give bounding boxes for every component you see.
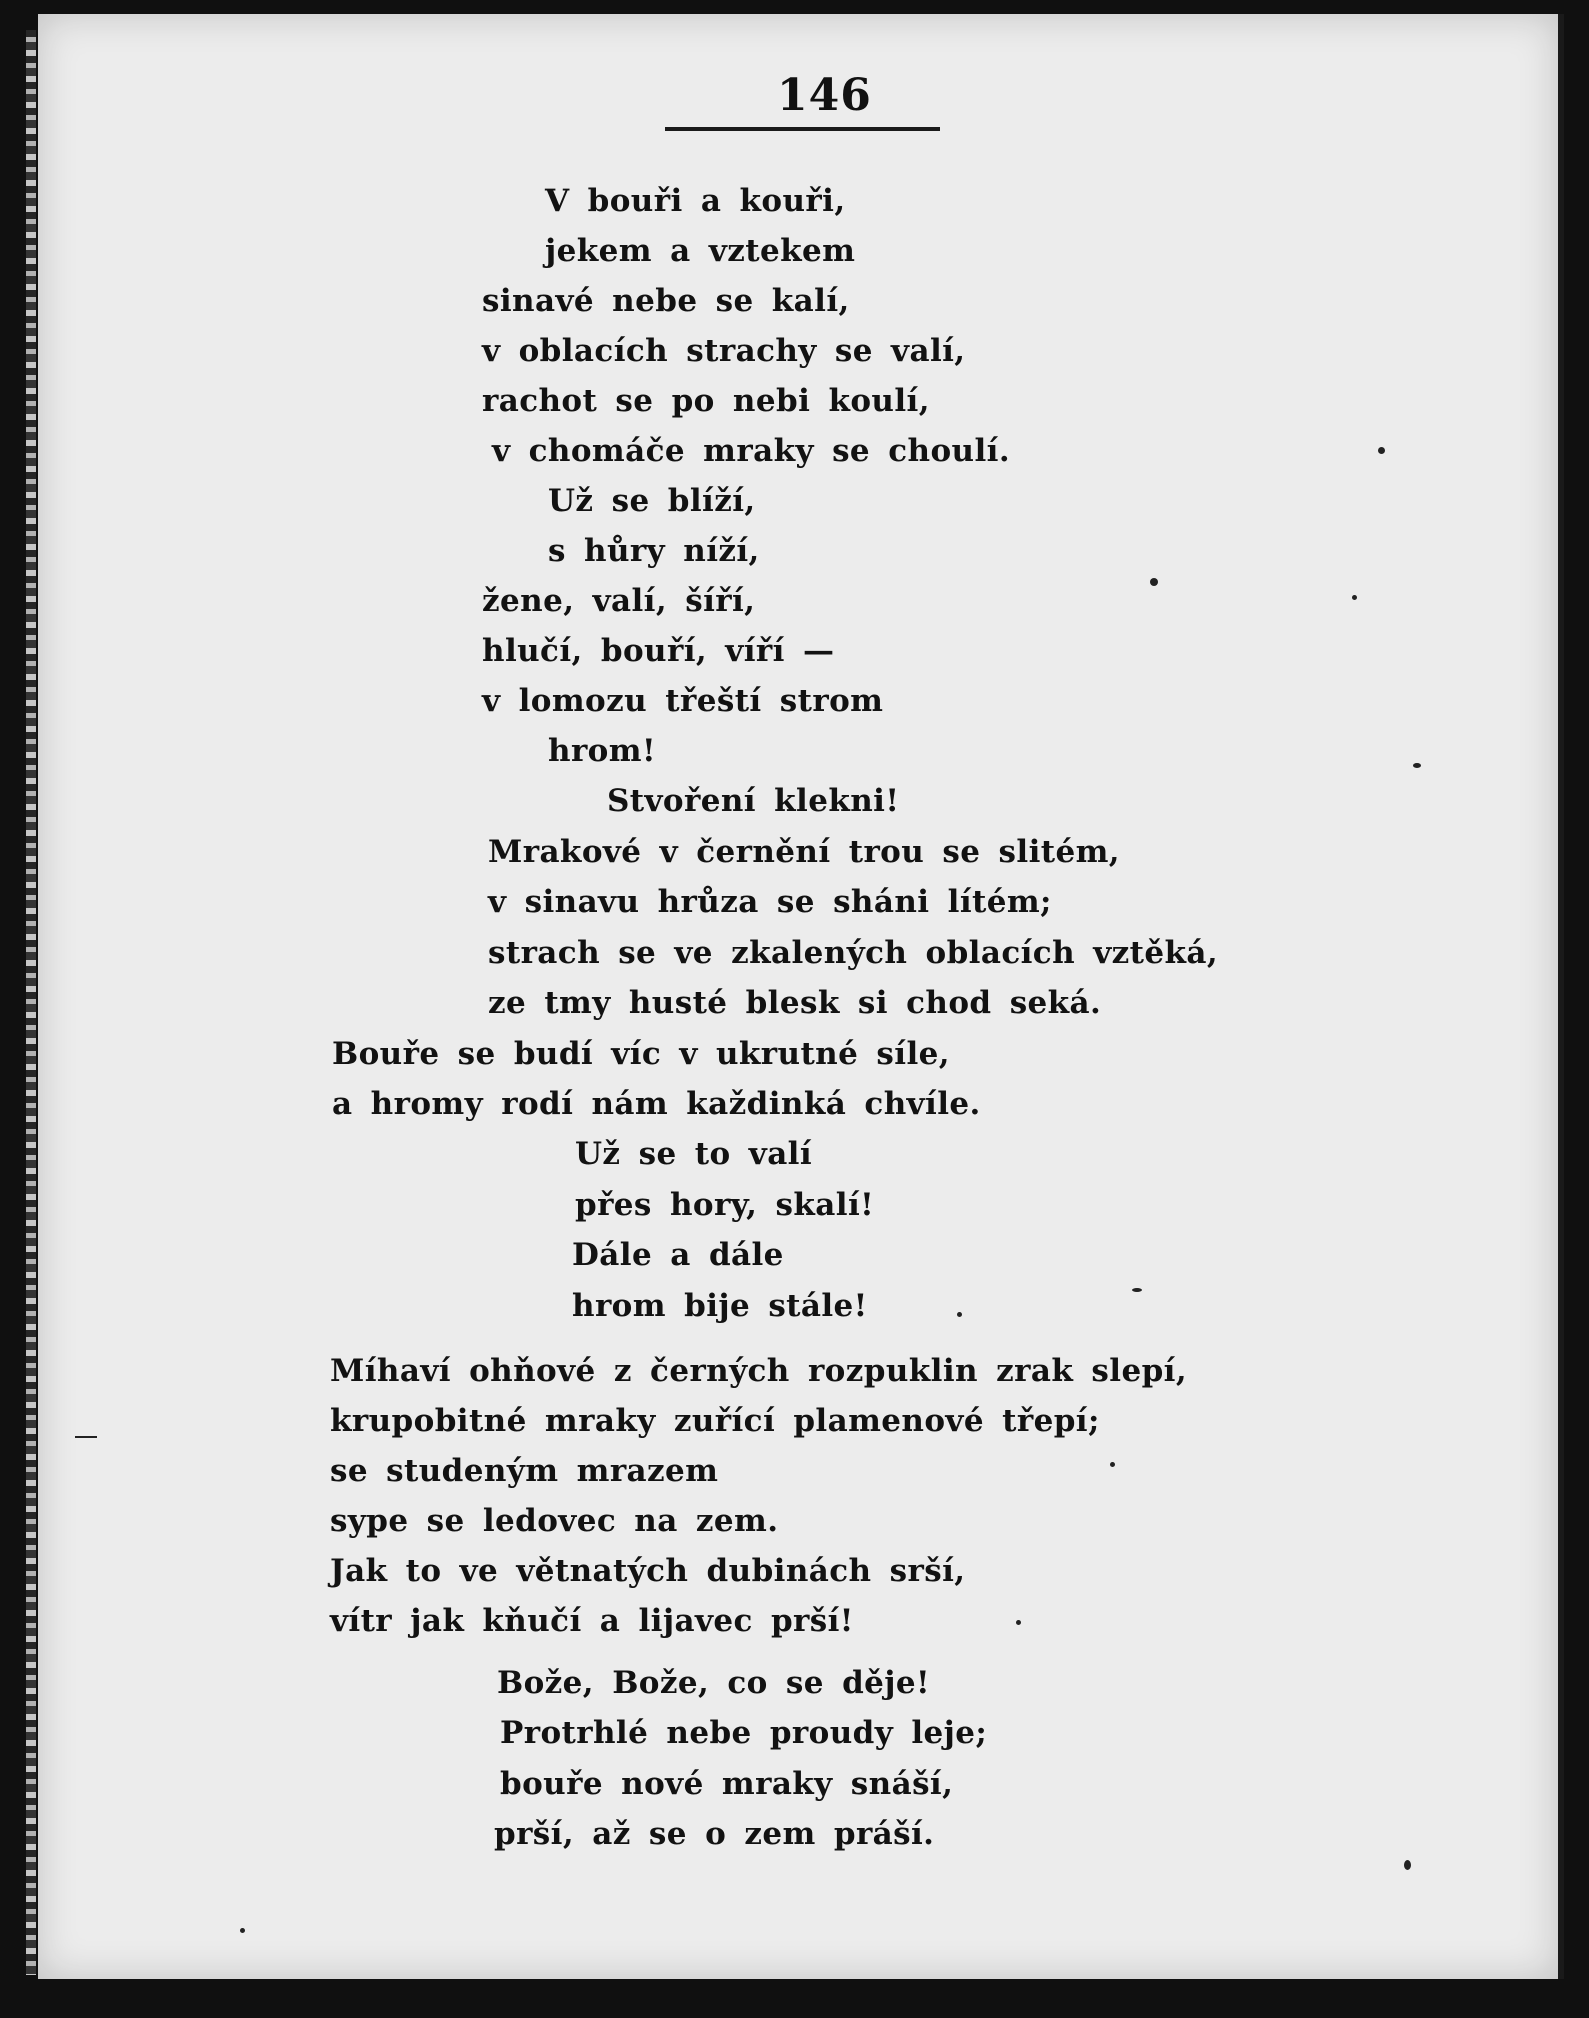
poem-line: Bože, Bože, co se děje! [497, 1665, 931, 1701]
poem-line: Míhaví ohňové z černých rozpuklin zrak slepí, [330, 1353, 1188, 1389]
poem-line: v sinavu hrůza se sháni lítém; [488, 884, 1052, 920]
poem-line: v lomozu třeští strom [482, 683, 884, 719]
poem-line: žene, valí, šíří, [482, 583, 756, 619]
poem-line: Už se blíží, [548, 483, 756, 519]
scan-speck [1016, 1620, 1021, 1625]
poem-line: ze tmy husté blesk si chod seká. [488, 985, 1102, 1021]
poem-line: hlučí, bouří, víří — [482, 633, 835, 669]
scan-speck [1404, 1860, 1411, 1870]
poem-line: vítr jak kňučí a lijavec prší! [330, 1603, 854, 1639]
poem-line: Protrhlé nebe proudy leje; [500, 1715, 988, 1751]
poem-line: přes hory, skalí! [575, 1187, 875, 1223]
scan-speck [1132, 1288, 1142, 1292]
poem-line: Mrakové v černění trou se slitém, [488, 834, 1120, 870]
scan-speck [1110, 1462, 1115, 1467]
poem-line: rachot se po nebi koulí, [482, 383, 930, 419]
poem-line: Dále a dále [572, 1237, 784, 1273]
scan-speck [1378, 447, 1385, 454]
poem-line: bouře nové mraky snáší, [500, 1766, 954, 1802]
poem-line: Už se to valí [575, 1136, 813, 1172]
page-edge [1558, 14, 1564, 1979]
poem-line: strach se ve zkalených oblacích vztěká, [488, 935, 1219, 971]
poem-line: Stvoření klekni! [607, 783, 900, 819]
scan-speck [1150, 578, 1158, 586]
poem-line: hrom bije stále! [572, 1288, 868, 1324]
scan-speck [75, 1436, 97, 1438]
poem-line: Jak to ve větnatých dubinách srší, [330, 1553, 966, 1589]
poem-line: jekem a vztekem [545, 233, 856, 269]
poem-line: s hůry níží, [548, 533, 760, 569]
scan-speck [1413, 763, 1421, 768]
poem-line: hrom! [548, 733, 656, 769]
poem-line: v oblacích strachy se valí, [482, 333, 966, 369]
poem-line: sype se ledovec na zem. [330, 1503, 779, 1539]
poem-line: sinavé nebe se kalí, [482, 283, 850, 319]
page-number: 146 [777, 70, 872, 121]
poem-line: se studeným mrazem [330, 1453, 719, 1489]
poem-line: a hromy rodí nám každinká chvíle. [332, 1086, 981, 1122]
binding-edge [26, 30, 36, 1975]
poem-line: prší, až se o zem práší. [494, 1816, 935, 1852]
poem-line: V bouři a kouři, [545, 183, 846, 219]
scan-speck [1352, 595, 1357, 600]
poem-line: Bouře se budí víc v ukrutné síle, [332, 1036, 950, 1072]
scan-speck [240, 1928, 245, 1933]
poem-line: krupobitné mraky zuřící plamenové třepí; [330, 1403, 1100, 1439]
header-rule [665, 127, 940, 131]
scan-speck [957, 1312, 962, 1317]
poem-line: v chomáče mraky se choulí. [492, 433, 1011, 469]
